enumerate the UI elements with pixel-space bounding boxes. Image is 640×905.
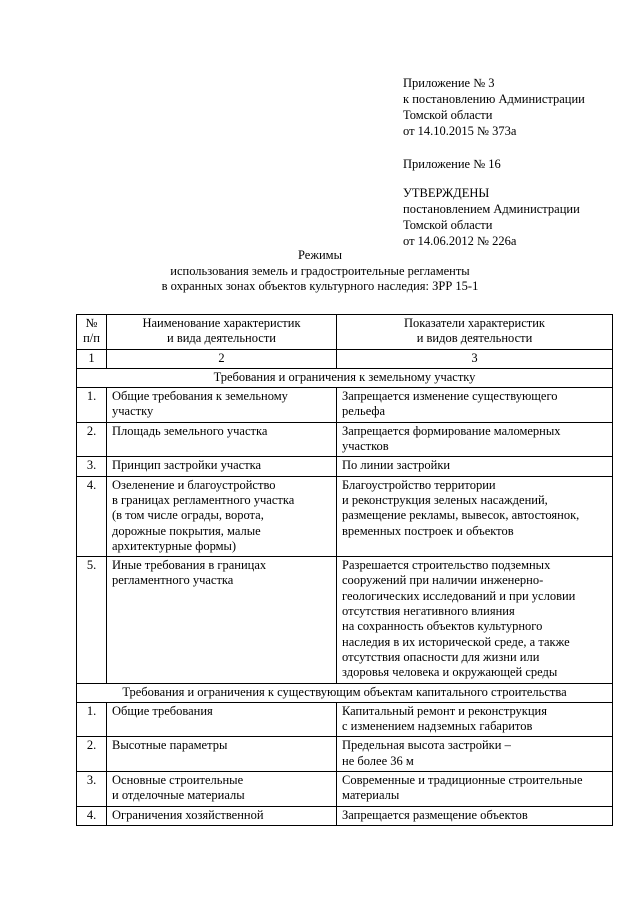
indicator-value <box>337 476 613 556</box>
appendix-3-block <box>403 75 633 139</box>
indicator-value-line: рельефа <box>342 404 386 419</box>
table-row <box>77 702 613 737</box>
indicator-value <box>337 702 613 737</box>
row-number: 1. <box>77 388 107 423</box>
approved-block <box>403 185 633 249</box>
approved-line: от 14.06.2012 № 226а <box>403 234 517 248</box>
indicator-value-line: отсутствия негативного влияния <box>342 604 515 619</box>
indicator-value <box>337 422 613 457</box>
table-row <box>77 422 613 457</box>
characteristic-name <box>107 476 337 556</box>
table-row <box>77 737 613 772</box>
column-number-cell: 3 <box>337 349 613 368</box>
indicator-value-line: на сохранность объектов культурного <box>342 619 543 634</box>
indicator-value-line: Благоустройство территории <box>342 477 496 492</box>
row-number: 5. <box>77 557 107 683</box>
indicator-value-line: Современные и традиционные строительные <box>342 773 583 788</box>
characteristic-name-line: архитектурные формы) <box>112 538 237 553</box>
characteristic-name <box>107 557 337 683</box>
indicator-value-line: Предельная высота застройки – <box>342 738 511 753</box>
indicator-value <box>337 806 613 825</box>
indicator-value <box>337 388 613 423</box>
characteristic-name <box>107 737 337 772</box>
section-title: Требования и ограничения к земельному участку <box>77 368 613 387</box>
characteristic-name-line: (в том числе ограды, ворота, <box>112 508 264 523</box>
characteristic-name-line: и отделочные материалы <box>112 788 245 803</box>
table-row <box>77 772 613 807</box>
indicator-value-line: Капитальный ремонт и реконструкция <box>342 703 547 718</box>
characteristic-name-line: Ограничения хозяйственной <box>112 807 264 822</box>
indicator-value-line: геологических исследований и при условии <box>342 588 576 603</box>
characteristic-name-line: регламентного участка <box>112 573 234 588</box>
table-row <box>77 806 613 825</box>
row-number: 4. <box>77 476 107 556</box>
title-line: использования земель и градостроительные регламенты <box>170 263 470 278</box>
characteristic-name-line: Площадь земельного участка <box>112 423 268 438</box>
indicator-value <box>337 557 613 683</box>
indicator-value-line: не более 36 м <box>342 753 414 768</box>
indicator-value-line: участков <box>342 439 389 454</box>
table-row <box>77 476 613 556</box>
section-title-row <box>77 368 613 387</box>
header-num-cell: № п/п <box>77 315 107 350</box>
characteristic-name-line: Общие требования <box>112 703 213 718</box>
indicator-value-line: временных построек и объектов <box>342 523 514 538</box>
regulations-table <box>76 314 613 826</box>
indicator-value-line: Запрещается изменение существующего <box>342 389 558 404</box>
table-header-row <box>77 315 613 350</box>
characteristic-name-line: Принцип застройки участка <box>112 458 262 473</box>
section-title: Требования и ограничения к существующим объектам капитального строительства <box>77 683 613 702</box>
characteristic-name <box>107 457 337 476</box>
characteristic-name-line: в границах регламентного участка <box>112 492 295 507</box>
indicator-value-line: и реконструкция зеленых насаждений, <box>342 492 548 507</box>
indicator-value <box>337 737 613 772</box>
characteristic-name-line: Общие требования к земельному <box>112 389 288 404</box>
indicator-value-line: наследия в их исторической среде, а также <box>342 634 570 649</box>
table-row <box>77 557 613 683</box>
title-line: в охранных зонах объектов культурного наследия: ЗРР 15-1 <box>161 279 479 293</box>
approved-line: постановлением Администрации <box>403 202 580 216</box>
indicator-value-line: размещение рекламы, вывесок, автостоянок, <box>342 508 580 523</box>
section-title-row <box>77 683 613 702</box>
characteristic-name-line: дорожные покрытия, малые <box>112 523 261 538</box>
appendix-3-line: Приложение № 3 <box>403 76 495 90</box>
characteristic-name-line: Иные требования в границах <box>112 558 267 573</box>
document-title <box>0 248 640 295</box>
indicator-value-line: Запрещается формирование маломерных <box>342 423 561 438</box>
appendix-3-line: к постановлению Администрации <box>403 92 585 106</box>
characteristic-name-line: Высотные параметры <box>112 738 228 753</box>
column-numbers-row <box>77 349 613 368</box>
table-row <box>77 388 613 423</box>
characteristic-name <box>107 388 337 423</box>
characteristic-name <box>107 422 337 457</box>
characteristic-name <box>107 702 337 737</box>
header-name-cell: Наименование характеристик и вида деятельности <box>107 315 337 350</box>
indicator-value-line: материалы <box>342 788 400 803</box>
table-row <box>77 457 613 476</box>
header-indicators-cell: Показатели характеристик и видов деятельности <box>337 315 613 350</box>
title-line: Режимы <box>298 248 342 262</box>
appendix-3-line: от 14.10.2015 № 373а <box>403 124 517 138</box>
characteristic-name <box>107 772 337 807</box>
approved-line: УТВЕРЖДЕНЫ <box>403 186 490 200</box>
indicator-value-line: Разрешается строительство подземных <box>342 558 551 573</box>
indicator-value-line: здоровья человека и окружающей среды <box>342 665 558 680</box>
characteristic-name-line: участку <box>112 404 154 419</box>
row-number: 1. <box>77 702 107 737</box>
indicator-value-line: Запрещается размещение объектов <box>342 807 528 822</box>
characteristic-name-line: Озеленение и благоустройство <box>112 477 276 492</box>
appendix-16-line: Приложение № 16 <box>403 157 501 171</box>
column-number-cell: 1 <box>77 349 107 368</box>
column-number-cell: 2 <box>107 349 337 368</box>
header-block <box>403 75 633 249</box>
indicator-value-line: отсутствия опасности для жизни или <box>342 649 540 664</box>
indicator-value-line: с изменением надземных габаритов <box>342 719 533 734</box>
row-number: 2. <box>77 422 107 457</box>
indicator-value <box>337 772 613 807</box>
row-number: 2. <box>77 737 107 772</box>
indicator-value-line: сооружений при наличии инженерно- <box>342 573 544 588</box>
approved-line: Томской области <box>403 218 493 232</box>
row-number: 4. <box>77 806 107 825</box>
characteristic-name <box>107 806 337 825</box>
indicator-value-line: По линии застройки <box>342 458 451 473</box>
indicator-value <box>337 457 613 476</box>
row-number: 3. <box>77 457 107 476</box>
row-number: 3. <box>77 772 107 807</box>
appendix-3-line: Томской области <box>403 108 493 122</box>
characteristic-name-line: Основные строительные <box>112 773 244 788</box>
